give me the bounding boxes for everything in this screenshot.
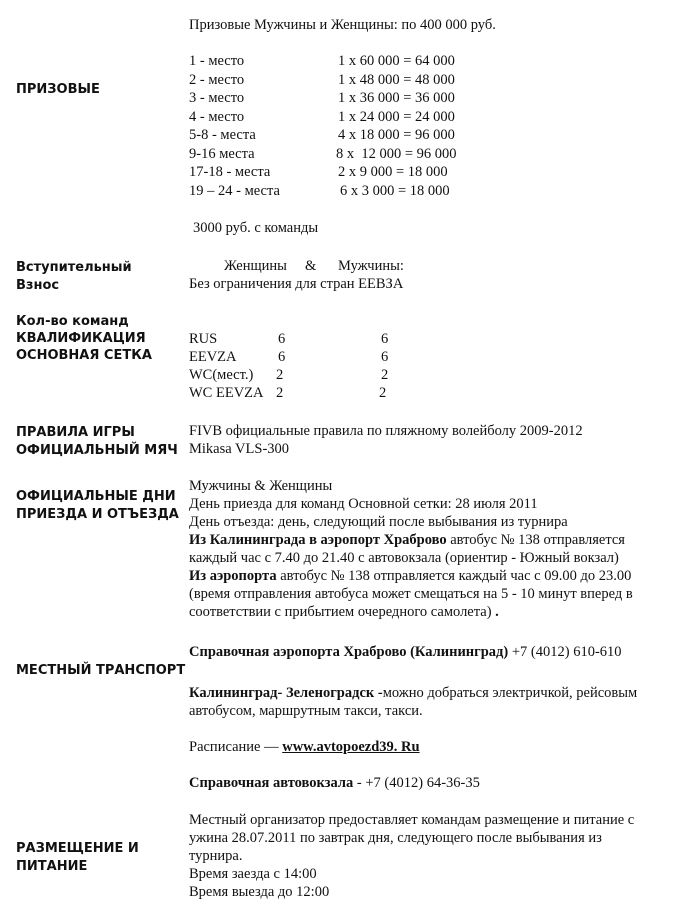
arrival-line-8: [189, 603, 499, 621]
prizes-label: ПРИЗОВЫЕ: [16, 82, 100, 97]
entry-fee: 3000 руб. с команды: [193, 220, 319, 236]
arrival-label-line2: ПРИЕЗДА И ОТЪЕЗДА: [16, 507, 179, 522]
entry-note: Без ограничения для стран ЕЕВЗА: [189, 276, 404, 292]
accommodation-label-line2: ПИТАНИЕ: [16, 859, 88, 874]
prize-place: 5-8 - места: [189, 127, 256, 143]
arrival-line-1: Мужчины & Женщины: [189, 478, 333, 494]
team-count-women: 6: [278, 349, 286, 365]
teams-label-line2: КВАЛИФИКАЦИЯ: [16, 331, 146, 346]
arrival-route-city-rest: автобус № 138 отправляется: [446, 532, 625, 548]
team-count-women: 2: [276, 385, 284, 401]
arrival-route-airport-rest: автобус № 138 отправляется каждый час с 09.00 до 23.00: [276, 568, 632, 584]
team-source: WC(мест.): [189, 367, 254, 383]
team-count-men: 6: [381, 331, 389, 347]
arrival-line-7: (время отправления автобуса может смещаться на 5 - 10 минут вперед в: [189, 586, 633, 602]
rules-label-line2: ОФИЦИАЛЬНЫЙ МЯЧ: [16, 443, 178, 458]
checkout-time: Время выезда до 12:00: [189, 884, 330, 900]
prizes-header: Призовые Мужчины и Женщины: по 400 000 руб.: [189, 17, 496, 33]
official-ball: Mikasa VLS-300: [189, 441, 290, 457]
teams-label-line1: Кол-во команд: [16, 314, 129, 329]
entry-label-line1: Вступительный: [16, 260, 132, 275]
prize-place: 1 - место: [189, 53, 245, 69]
schedule-link[interactable]: www.avtopoezd39. Ru: [282, 739, 420, 755]
prize-amount: 4 х 18 000 = 96 000: [338, 127, 455, 143]
prize-amount: 6 х 3 000 = 18 000: [340, 182, 450, 199]
arrival-line-4: [189, 531, 625, 549]
bus-station-label: Справочная автовокзала: [189, 775, 354, 791]
rules-text: FIVB официальные правила по пляжному волейболу 2009-2012: [189, 423, 583, 439]
arrival-line-3: День отъезда: день, следующий после выбывания из турнира: [189, 514, 568, 530]
arrival-line-8-text: соответствии с прибытием очередного самолета): [189, 604, 492, 620]
team-count-men: 6: [381, 349, 389, 365]
accommodation-label-line1: РАЗМЕЩЕНИЕ И: [16, 841, 139, 856]
bus-station-phone: - +7 (4012) 64-36-35: [353, 775, 480, 791]
prize-place: 4 - место: [189, 108, 245, 125]
team-source: EEVZA: [189, 349, 237, 365]
team-count-women: 2: [276, 367, 284, 383]
transport-label: МЕСТНЫЙ ТРАНСПОРТ: [16, 663, 186, 678]
prize-place: 17-18 - места: [189, 164, 271, 180]
arrival-label-line1: ОФИЦИАЛЬНЫЕ ДНИ: [16, 489, 176, 504]
prize-amount: 1 х 48 000 = 48 000: [338, 71, 455, 88]
prize-place: 19 – 24 - места: [189, 182, 280, 199]
accommodation-line-2: ужина 28.07.2011 по завтрак дня, следующего после выбывания из: [189, 830, 602, 846]
team-count-men: 2: [381, 367, 389, 383]
airport-phone: +7 (4012) 610-610: [508, 644, 622, 660]
team-source: RUS: [189, 331, 218, 347]
prize-amount: 1 х 36 000 = 36 000: [338, 90, 455, 106]
prize-amount: 1 х 60 000 = 64 000: [338, 53, 455, 69]
airport-info-label: Справочная аэропорта Храброво (Калининград): [189, 644, 509, 660]
arrival-route-airport: Из аэропорта: [189, 568, 277, 584]
route-line-1: [189, 684, 637, 702]
route-text: можно добраться электричкой, рейсовым: [382, 685, 638, 701]
airport-info-line: [189, 643, 622, 661]
route-line-2: автобусом, маршрутным такси, такси.: [189, 703, 423, 719]
rules-label-line1: ПРАВИЛА ИГРЫ: [16, 425, 135, 440]
arrival-route-city: Из Калининграда в аэропорт Храброво: [189, 532, 447, 548]
prize-place: 2 - место: [189, 71, 245, 88]
arrival-line-2: День приезда для команд Основной сетки: 28 июля 2011: [189, 496, 538, 512]
entry-label-line2: Взнос: [16, 278, 60, 293]
team-source: WC EEVZA: [189, 385, 264, 401]
accommodation-line-1: Местный организатор предоставляет командам размещение и питание с: [189, 812, 635, 828]
schedule-label: Расписание —: [189, 739, 283, 755]
arrival-line-5: каждый час с 7.40 до 21.40 с автовокзала (ориентир - Южный вокзал): [189, 550, 619, 566]
entry-columns: Женщины & Мужчины:: [224, 258, 404, 274]
prize-place: 3 - место: [189, 90, 245, 106]
teams-label-line3: ОСНОВНАЯ СЕТКА: [16, 348, 152, 363]
arrival-line-6: [189, 567, 631, 585]
checkin-time: Время заезда с 14:00: [189, 866, 317, 882]
team-count-men: 2: [379, 385, 387, 401]
prize-amount: 1 х 24 000 = 24 000: [338, 108, 455, 125]
prize-amount: 8 х 12 000 = 96 000: [336, 145, 457, 162]
bus-station-line: [189, 774, 480, 792]
team-count-women: 6: [278, 331, 286, 347]
arrival-line-8-end: .: [491, 604, 499, 620]
route-label: Калининград- Зеленоградск -: [189, 685, 383, 701]
prize-amount: 2 х 9 000 = 18 000: [338, 164, 448, 180]
accommodation-line-3: турнира.: [189, 848, 243, 864]
schedule-line: [189, 738, 420, 756]
prize-place: 9-16 места: [189, 145, 255, 162]
